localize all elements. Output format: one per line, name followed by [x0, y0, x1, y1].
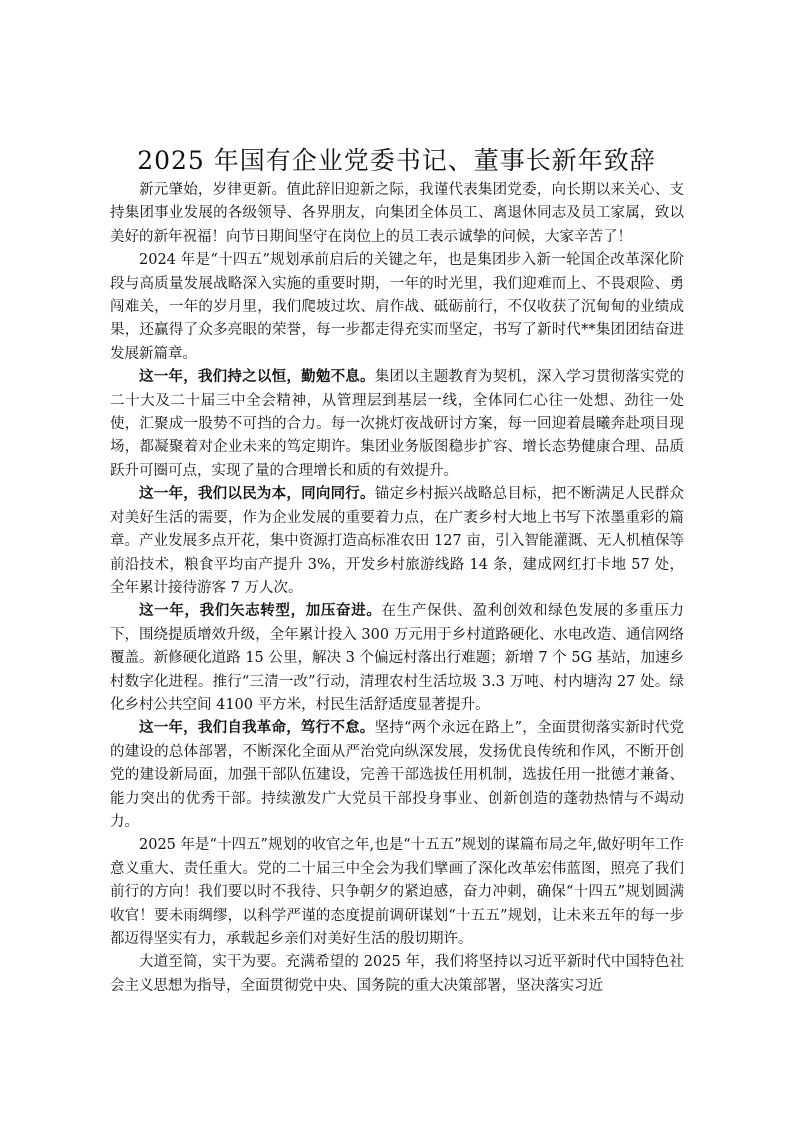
paragraph-action [110, 951, 684, 998]
paragraph-lead: 这一年，我们持之以恒，勤勉不息。 [139, 369, 375, 386]
paragraph-text: 锚定乡村振兴战略总目标，把不断满足人民群众对美好生活的需要，作为企业发展的重要着力点，在广袤乡村大地上书写下浓墨重彩的篇章。产业发展多点开花，集中资源打造高标准农田 127 亩，引入智能灌溉、无人机植保等前沿技术，粮食平均亩产提升 3%，开发乡村旅游线路 14 条，建成网红打卡地 57 处，全年累计接待游客 7 万人次。 [110, 486, 685, 596]
paragraph-perseverance [110, 366, 684, 483]
paragraph-text: 2024 年是“十四五”规划承前启后的关键之年，也是集团步入新一轮国企改革深化阶段与高质量发展战略深入实施的重要时期，一年的时光里，我们迎难而上、不畏艰险、勇闯难关，一年的岁月里，我们爬坡过坎、肩作战、砥砺前行，不仅收获了沉甸甸的业绩成果，还赢得了众多亮眼的荣誉，每一步都走得充实而坚定，书写了新时代**集团团结奋进发展新篇章。 [110, 252, 684, 362]
document-title: 2025 年国有企业党委书记、董事长新年致辞 [137, 146, 656, 175]
paragraph-transformation [110, 600, 684, 717]
paragraph-text: 坚持“两个永远在路上”，全面贯彻落实新时代党的建设的总体部署，不断深化全面从严治党向纵深发展，发扬优良传统和作风，不断开创党的建设新局面，加强干部队伍建设，完善干部选拔任用机制，选拔任用一批德才兼备、能力突出的优秀干部。持续激发广大党员干部投身事业、创新创造的蓬勃热情与不竭动力。 [110, 720, 685, 830]
paragraph-2025-outlook [110, 834, 684, 951]
document-body [110, 179, 684, 998]
paragraph-lead: 这一年，我们矢志转型，加压奋进。 [139, 603, 382, 620]
paragraph-text: 集团以主题教育为契机，深入学习贯彻落实党的二十大及二十届三中全会精神，从管理层到基层一线，全体同仁心往一处想、劲往一处使，汇聚成一股势不可挡的合力。每一次挑灯夜战研讨方案，每一回迎着晨曦奔赴项目现场，都凝聚着对企业未来的笃定期许。集团业务版图稳步扩容、增长态势健康合理、品质跃升可圈可点，实现了量的合理增长和质的有效提升。 [110, 369, 685, 479]
paragraph-lead: 这一年，我们自我革命，笃行不怠。 [139, 720, 375, 737]
paragraph-lead: 这一年，我们以民为本，同向同行。 [139, 486, 375, 503]
paragraph-text: 在生产保供、盈利创效和绿色发展的多重压力下，围绕提质增效升级，全年累计投入 300 万元用于乡村道路硬化、水电改造、通信网络覆盖。新修硬化道路 15 公里，解决 3 个偏远村落出行难题；新增 7 个 5G 基站，加速乡村数字化进程。推行“三清一改”行动，清理农村生活垃圾 3.3 万吨、村内塘沟 27 处。绿化乡村公共空间 4100 平方米，村民生活舒适度显著提升。 [110, 603, 684, 713]
paragraph-text: 新元肇始，岁律更新。值此辞旧迎新之际，我谨代表集团党委，向长期以来关心、支持集团事业发展的各级领导、各界朋友，向集团全体员工、离退休同志及员工家属，致以美好的新年祝福！向节日期间坚守在岗位上的员工表示诚挚的问候，大家辛苦了！ [110, 182, 684, 245]
paragraph-text: 2025 年是“十四五”规划的收官之年,也是“十五五”规划的谋篇布局之年,做好明年工作意义重大、责任重大。党的二十届三中全会为我们擘画了深化改革宏伟蓝图，照亮了我们前行的方向！我们要以时不我待、只争朝夕的紧迫感，奋力冲刺，确保“十四五”规划圆满收官！要未雨绸缪，以科学严谨的态度提前调研谋划“十五五”规划，让未来五年的每一步都迈得坚实有力，承载起乡亲们对美好生活的殷切期许。 [110, 837, 684, 947]
paragraph-greeting [110, 179, 684, 249]
paragraph-self-revolution [110, 717, 684, 834]
paragraph-2024-review [110, 249, 684, 366]
paragraph-people-first [110, 483, 684, 600]
paragraph-text: 大道至简，实干为要。充满希望的 2025 年，我们将坚持以习近平新时代中国特色社会主义思想为指导，全面贯彻党中央、国务院的重大决策部署，坚决落实习近 [110, 954, 684, 994]
